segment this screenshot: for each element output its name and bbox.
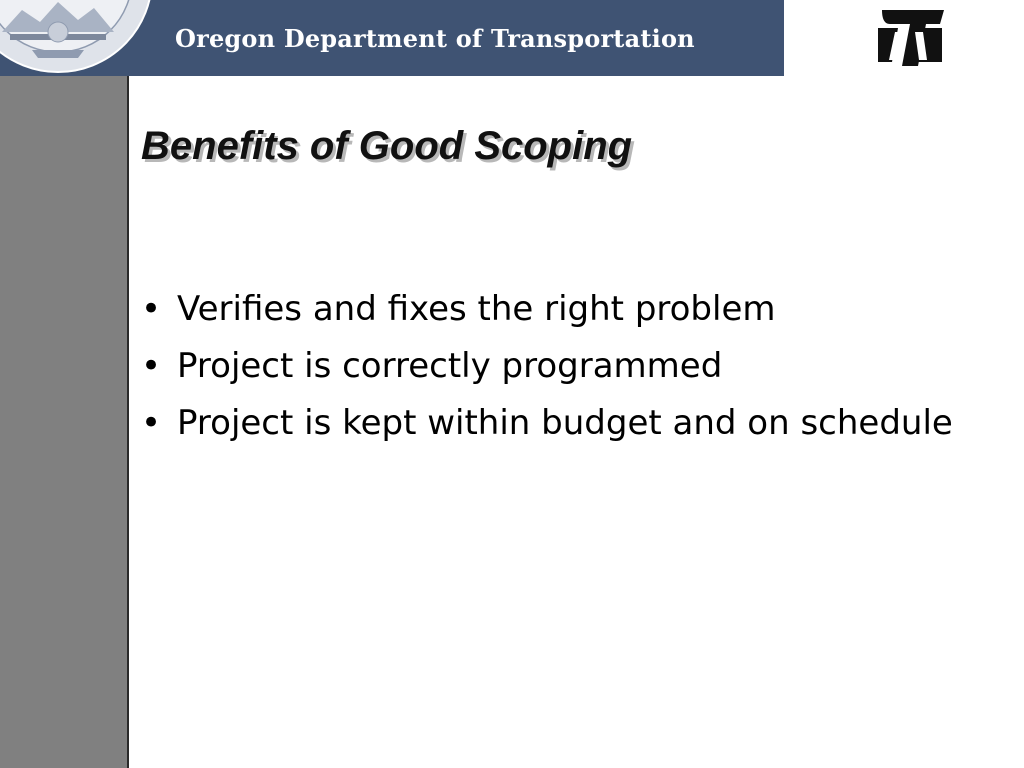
sidebar-bar <box>0 76 129 768</box>
bullet-dot: • <box>141 289 162 329</box>
bullet-text: Project is correctly programmed <box>177 346 723 386</box>
oregon-state-seal-icon <box>0 0 154 74</box>
bullet-list <box>141 286 981 457</box>
bullet-item <box>141 400 981 446</box>
slide-title: Benefits of Good Scoping <box>141 124 633 168</box>
header-band <box>0 0 784 76</box>
agency-name: Oregon Department of Transportation <box>175 24 695 53</box>
bullet-text: Verifies and fixes the right problem <box>177 289 776 329</box>
bullet-item <box>141 343 981 389</box>
odot-logo-icon <box>872 6 946 70</box>
bullet-dot: • <box>141 403 162 443</box>
bullet-text: Project is kept within budget and on schedule <box>177 403 953 443</box>
bullet-item <box>141 286 981 332</box>
bullet-dot: • <box>141 346 162 386</box>
